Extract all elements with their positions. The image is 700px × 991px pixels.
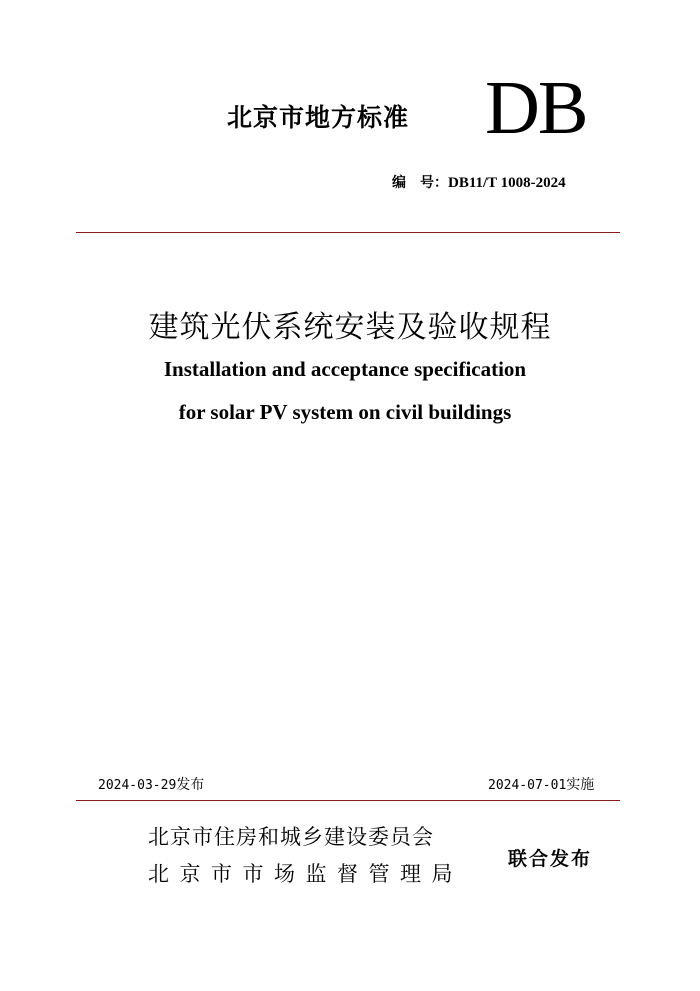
- issuer-line1: 北京市住房和城乡建设委员会: [148, 825, 434, 849]
- standard-number: [392, 172, 566, 192]
- bottom-divider: [76, 800, 620, 801]
- standard-type: 北京市地方标准: [227, 103, 410, 132]
- implement-date-label: 实施: [566, 777, 595, 793]
- standard-number-value: DB11/T 1008-2024: [448, 175, 566, 191]
- title-english-line1: Installation and acceptance specification: [163, 357, 527, 381]
- issuer-line2: 北京市市场监督管理局: [148, 862, 463, 886]
- implement-date-value: 2024-07-01: [488, 778, 567, 793]
- issue-date-label: 发布: [176, 777, 205, 793]
- title-english-line2: for solar PV system on civil buildings: [178, 400, 512, 424]
- issue-date-value: 2024-03-29: [98, 778, 177, 793]
- implement-date: [488, 774, 594, 794]
- title-chinese: 建筑光伏系统安装及验收规程: [148, 310, 552, 345]
- top-divider: [76, 232, 620, 233]
- standard-number-label: 编 号：: [392, 175, 448, 191]
- joint-issue-label: 联合发布: [508, 848, 593, 870]
- issue-date: [98, 774, 204, 794]
- db-mark: DB: [485, 66, 587, 150]
